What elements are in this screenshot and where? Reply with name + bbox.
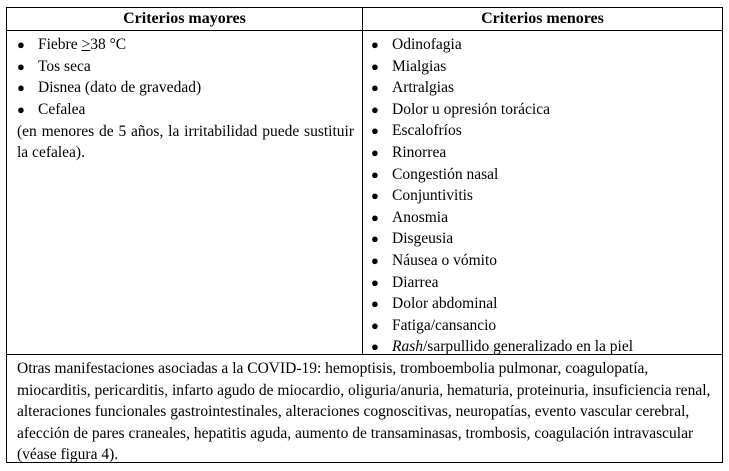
bullet-icon: ● bbox=[371, 144, 379, 160]
bullet-icon: ● bbox=[371, 37, 379, 52]
minor-criteria-item bbox=[371, 315, 716, 337]
minor-criteria-item-label: Dolor abdominal bbox=[392, 295, 498, 313]
major-criteria-header: Criterios mayores bbox=[123, 10, 246, 27]
minor-criteria-header: Criterios menores bbox=[481, 10, 604, 27]
minor-criteria-item-label: Mialgias bbox=[392, 57, 447, 75]
minor-criteria-cell bbox=[371, 34, 716, 358]
bullet-icon: ● bbox=[371, 252, 379, 268]
bullet-icon: ● bbox=[371, 123, 379, 139]
bullet-icon: ● bbox=[371, 209, 379, 225]
bullet-icon: ● bbox=[371, 166, 379, 182]
minor-criteria-item bbox=[371, 293, 716, 315]
bullet-icon: ● bbox=[17, 58, 25, 74]
minor-criteria-item bbox=[371, 207, 716, 229]
major-criteria-item bbox=[17, 56, 354, 78]
major-criteria-item bbox=[17, 34, 354, 56]
minor-criteria-item-label: Diarrea bbox=[392, 273, 439, 291]
minor-criteria-item-label: Escalofríos bbox=[392, 122, 462, 140]
minor-criteria-item-label: Congestión nasal bbox=[392, 165, 499, 183]
major-criteria-cell bbox=[17, 34, 354, 163]
major-criteria-item-label: Tos seca bbox=[38, 57, 91, 75]
major-criteria-item-label: Cefalea bbox=[38, 100, 86, 118]
criteria-body-row bbox=[7, 31, 722, 355]
bullet-icon: ● bbox=[17, 101, 25, 117]
major-criteria-list bbox=[17, 34, 354, 120]
minor-criteria-item-label: Náusea o vómito bbox=[392, 251, 498, 269]
minor-criteria-item bbox=[371, 164, 716, 186]
minor-criteria-item-label: Artralgias bbox=[392, 79, 454, 97]
minor-criteria-item bbox=[371, 272, 716, 294]
minor-criteria-item bbox=[371, 185, 716, 207]
bullet-icon: ● bbox=[17, 37, 25, 52]
major-criteria-item-label: Disnea (dato de gravedad) bbox=[38, 79, 202, 97]
minor-criteria-item-label: Dolor u opresión torácica bbox=[392, 100, 550, 118]
bullet-icon: ● bbox=[371, 101, 379, 117]
major-criteria-item-symbol: > bbox=[81, 36, 91, 53]
bullet-icon: ● bbox=[371, 231, 379, 247]
minor-criteria-item bbox=[371, 250, 716, 272]
minor-criteria-item-italic: Rash bbox=[392, 338, 423, 356]
table-header-row bbox=[7, 8, 722, 31]
bullet-icon: ● bbox=[371, 58, 379, 74]
minor-criteria-item-label: Rinorrea bbox=[392, 143, 447, 161]
bullet-icon: ● bbox=[371, 296, 379, 312]
major-criteria-item bbox=[17, 77, 354, 99]
other-manifestations-text: Otras manifestaciones asociadas a la COVID-19: hemoptisis, tromboembolia pulmonar, coagulopatía, miocarditis, pericarditis, infarto agudo de miocardio, oliguria/anuria, hematuria, proteinuria, insuficiencia renal, alteraciones funcionales gastrointestinales, alteraciones cognoscitivas, neuropatías, evento vascular cerebral, afección de pares craneales, hepatitis aguda, aumento de transaminasas, trombosis, coagulación intravascular (véase figura 4). bbox=[17, 360, 711, 464]
minor-criteria-list bbox=[371, 34, 716, 358]
minor-criteria-item bbox=[371, 56, 716, 78]
minor-criteria-item bbox=[371, 142, 716, 164]
bullet-icon: ● bbox=[17, 80, 25, 96]
other-manifestations-row bbox=[7, 355, 722, 462]
bullet-icon: ● bbox=[371, 188, 379, 204]
major-criteria-note: (en menores de 5 años, la irritabilidad puede sustituir la cefalea). bbox=[17, 123, 354, 162]
bullet-icon: ● bbox=[371, 317, 379, 333]
minor-criteria-item bbox=[371, 120, 716, 142]
criteria-table bbox=[6, 7, 723, 463]
bullet-icon: ● bbox=[371, 80, 379, 96]
minor-criteria-item bbox=[371, 77, 716, 99]
minor-criteria-item-label: Conjuntivitis bbox=[392, 187, 473, 205]
bullet-icon: ● bbox=[371, 274, 379, 290]
minor-criteria-item-label: Disgeusia bbox=[392, 230, 454, 248]
bullet-icon: ● bbox=[371, 339, 379, 355]
minor-criteria-item-label: Fatiga/cansancio bbox=[392, 316, 497, 334]
major-criteria-item-value: 38 °C bbox=[90, 36, 127, 53]
major-criteria-item bbox=[17, 99, 354, 121]
major-criteria-item-label: Fiebre bbox=[38, 36, 82, 53]
minor-criteria-item bbox=[371, 34, 716, 56]
minor-criteria-item-label: Odinofagia bbox=[392, 36, 462, 53]
minor-criteria-item-label: Anosmia bbox=[392, 208, 448, 226]
minor-criteria-item bbox=[371, 99, 716, 121]
minor-criteria-item bbox=[371, 228, 716, 250]
minor-criteria-item-label: /sarpullido generalizado en la piel bbox=[423, 338, 634, 356]
